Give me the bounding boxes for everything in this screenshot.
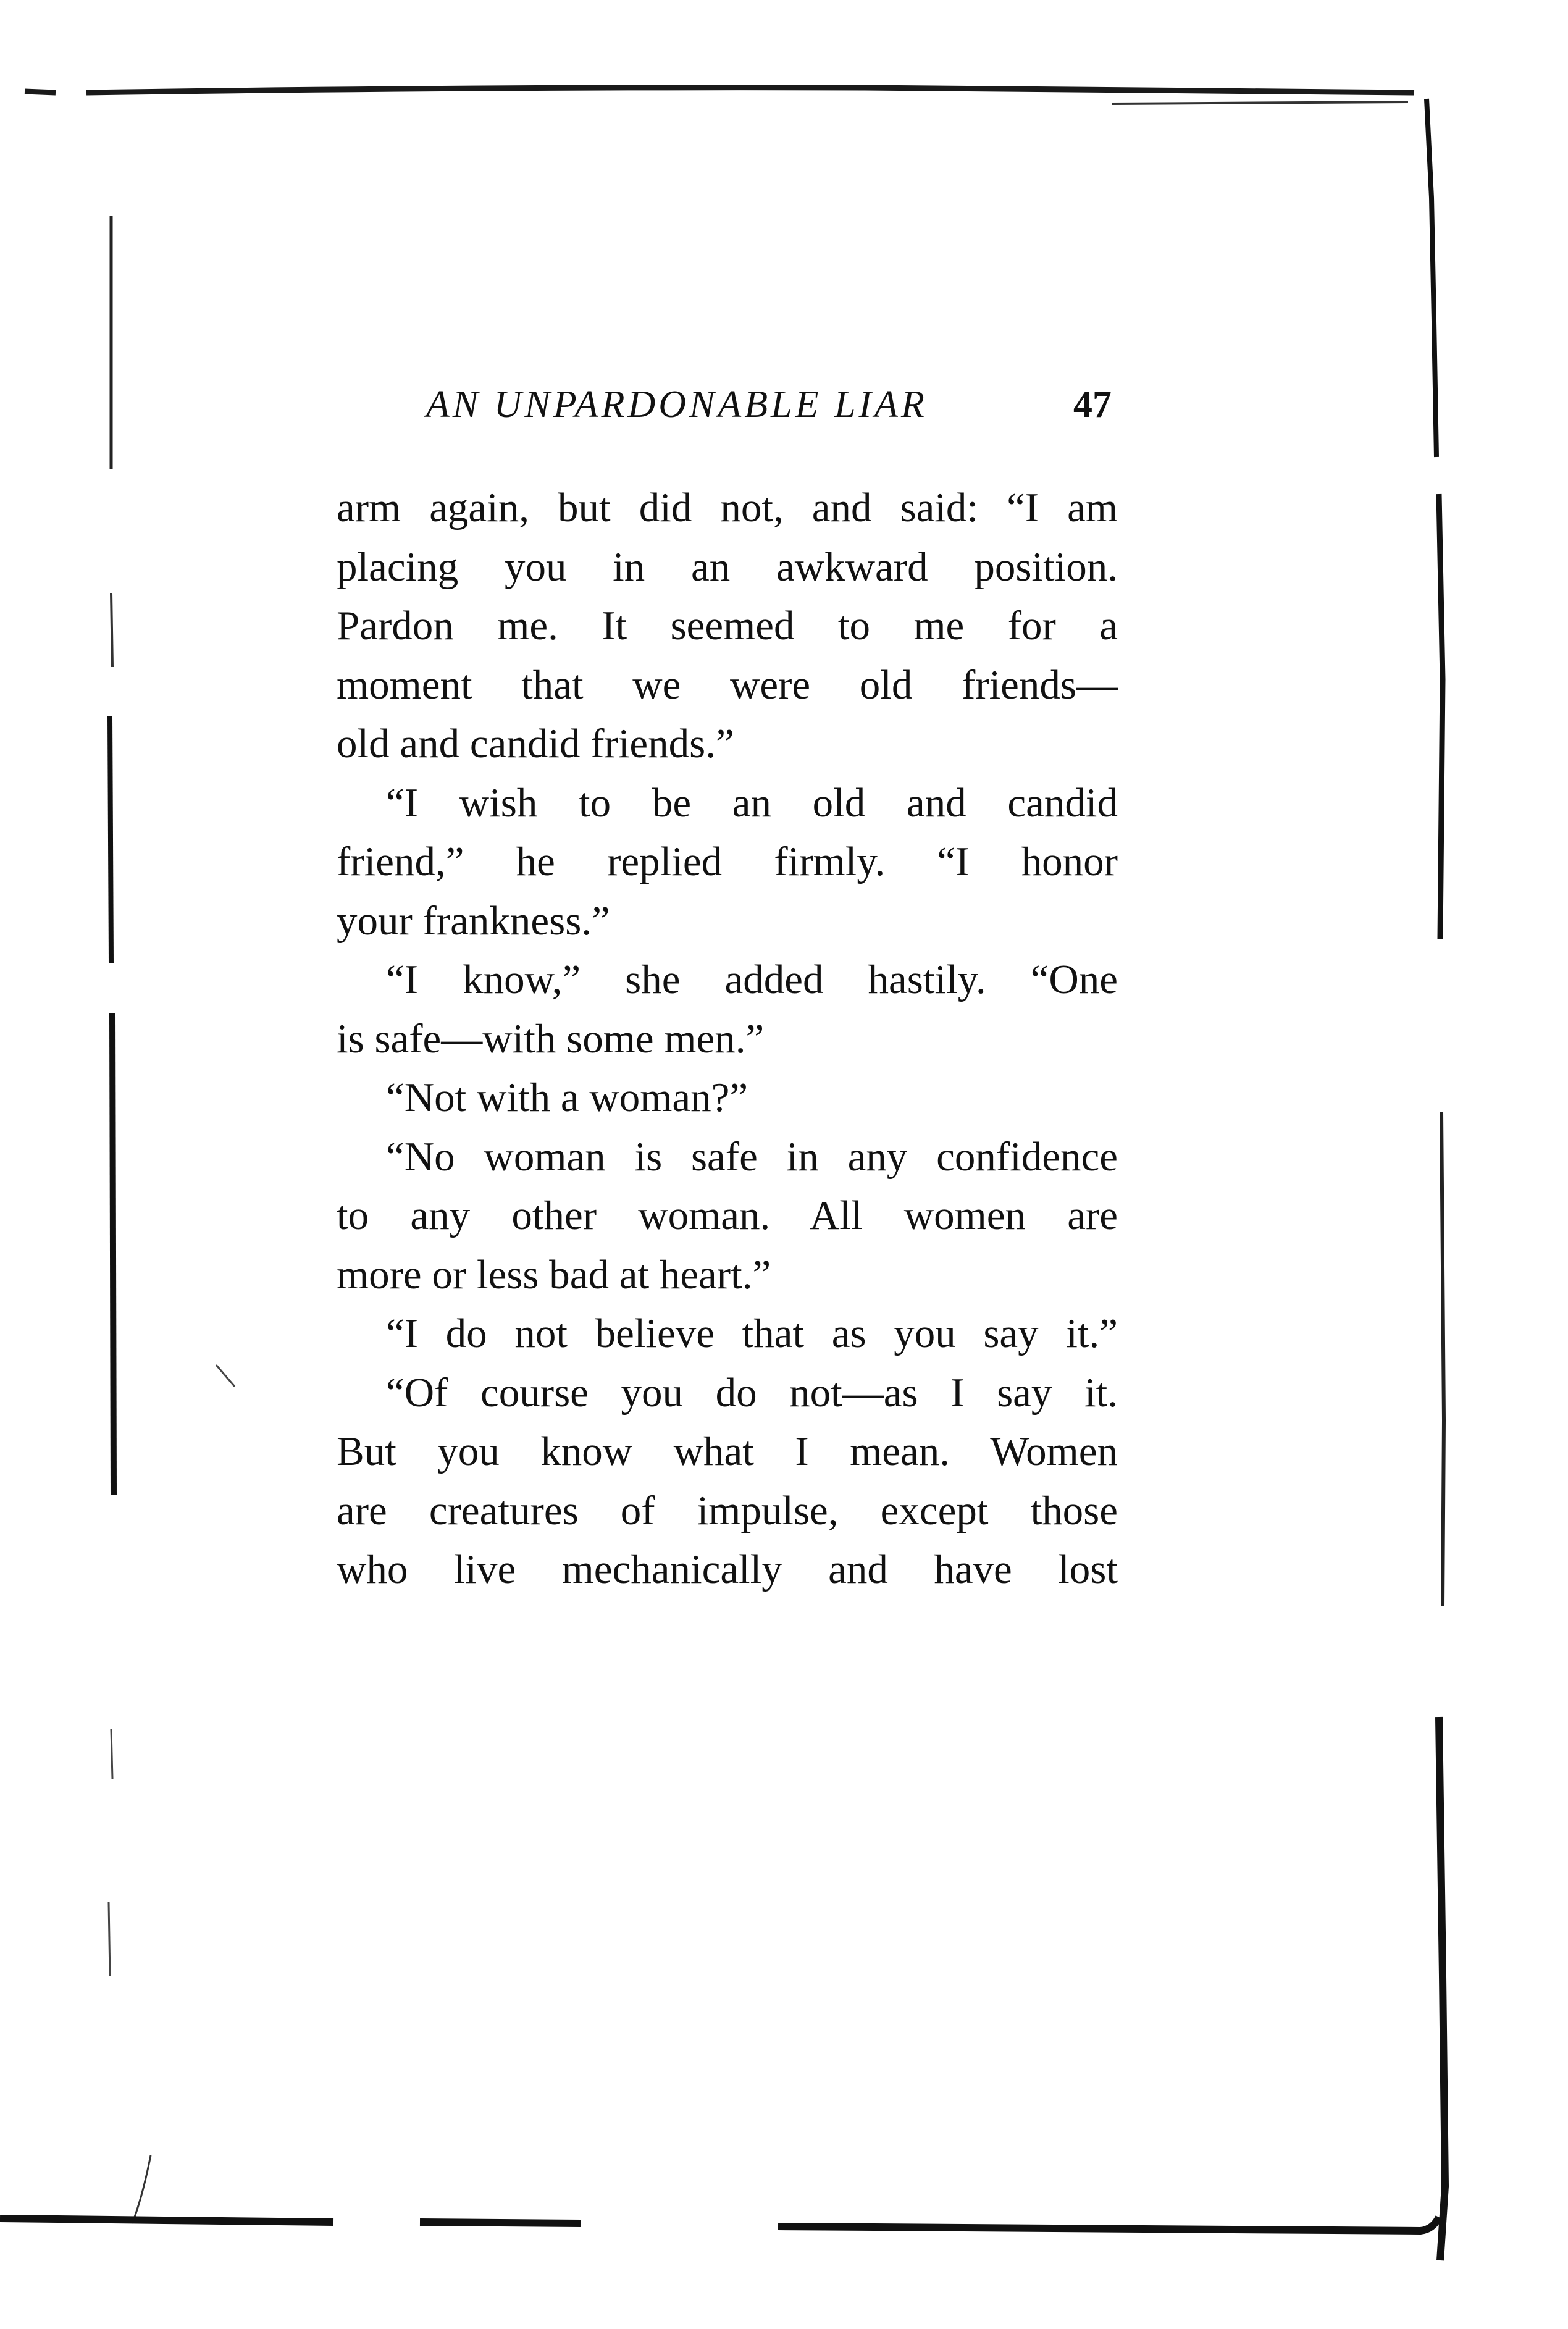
text-line: “I wish to be an old and candid [386,779,1118,826]
page-number: 47 [1073,384,1112,426]
text-line: Pardon me. It seemed to me for a [337,603,1118,648]
body-text [337,479,1118,1600]
text-line: But you know what I mean. Women [337,1429,1118,1474]
text-line: are creatures of impulse, except those [337,1487,1118,1534]
text-line: “No woman is safe in any confidence [386,1133,1118,1180]
text-line: your frankness.” [337,897,610,944]
running-title: AN UNPARDONABLE LIAR [426,384,928,426]
text-line: “Not with a woman?” [386,1075,748,1120]
text-line: old and candid friends.” [337,721,734,766]
text-line: placing you in an awkward position. [337,543,1118,590]
text-line: who live mechanically and have lost [337,1546,1118,1592]
running-head [426,377,1112,432]
text-line: to any other woman. All women are [337,1193,1118,1238]
text-line: is safe—with some men.” [337,1015,765,1062]
text-line: “Of course you do not—as I say it. [386,1369,1118,1416]
text-line: “I know,” she added hastily. “One [386,957,1118,1002]
text-line: more or less bad at heart.” [337,1251,771,1298]
text-line: “I do not believe that as you say it.” [386,1311,1118,1356]
text-line: arm again, but did not, and said: “I am [337,485,1118,531]
text-line: moment that we were old friends— [337,661,1118,708]
text-line: friend,” he replied firmly. “I honor [337,839,1118,884]
